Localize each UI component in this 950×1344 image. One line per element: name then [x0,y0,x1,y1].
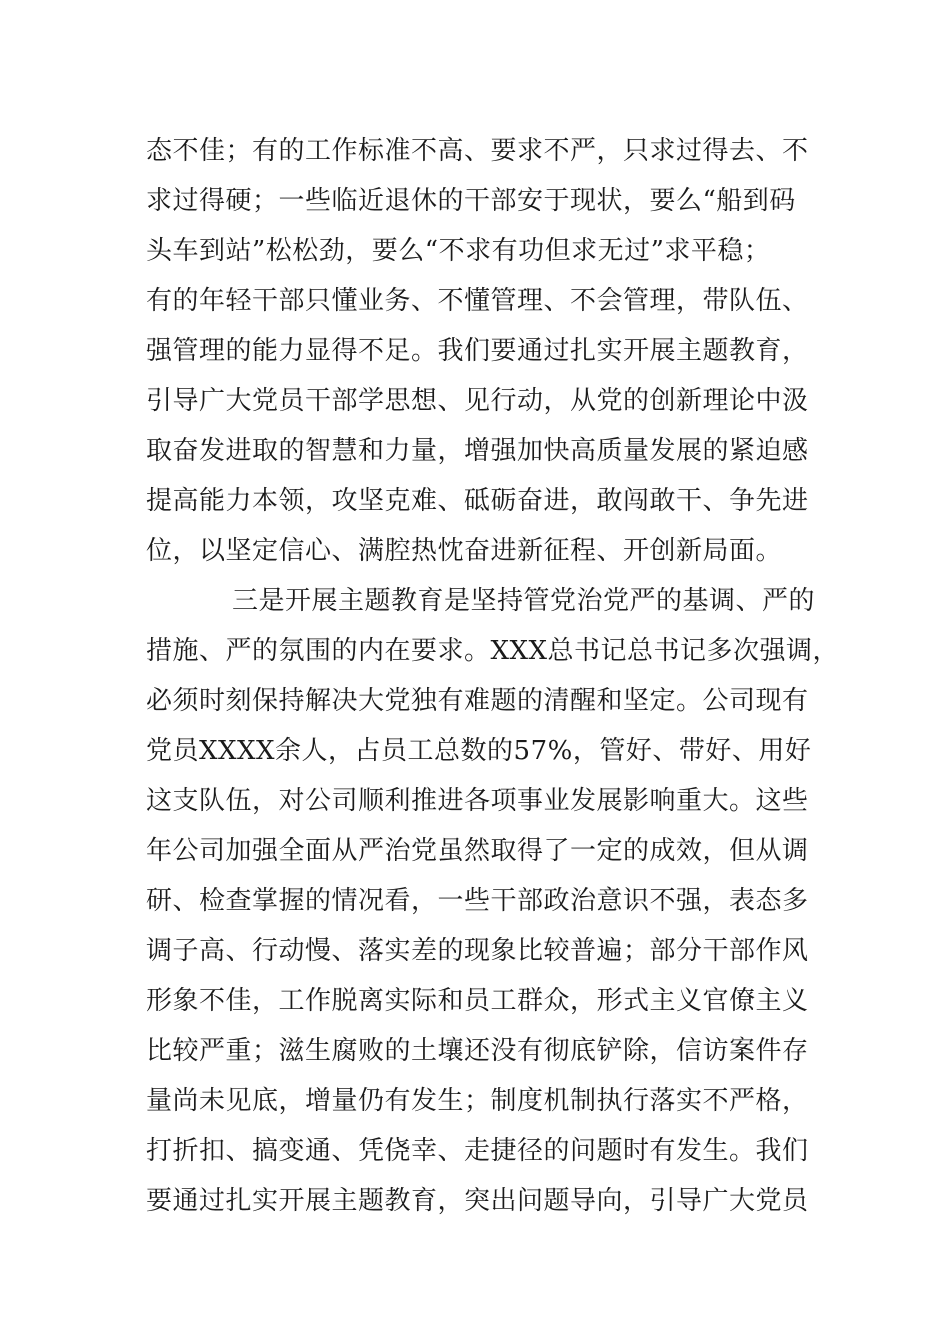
text-line: 引导广大党员干部学思想、见行动，从党的创新理论中汲 [146,386,809,416]
text-line: 党员XXXX余人，占员工总数的57%，管好、带好、用好 [146,736,812,766]
text-line: 必须时刻保持解决大党独有难题的清醒和坚定。公司现有 [146,686,809,716]
text-line: 形象不佳，工作脱离实际和员工群众，形式主义官僚主义 [146,986,809,1016]
text-line: 这支队伍，对公司顺利推进各项事业发展影响重大。这些 [146,786,809,816]
paragraph-start-line: 三是开展主题教育是坚持管党治党严的基调、严的 [232,586,816,616]
text-line: 有的年轻干部只懂业务、不懂管理、不会管理，带队伍、 [146,286,809,316]
text-line: 取奋发进取的智慧和力量，增强加快高质量发展的紧迫感 [146,436,809,466]
text-line: 头车到站”松松劲，要么“不求有功但求无过”求平稳； [146,236,771,266]
body-text [146,126,840,1226]
text-line: 年公司加强全面从严治党虽然取得了一定的成效，但从调 [146,836,809,866]
text-line: 调子高、行动慢、落实差的现象比较普遍；部分干部作风 [146,936,809,966]
text-line: 强管理的能力显得不足。我们要通过扎实开展主题教育， [146,336,809,366]
text-line: 提高能力本领，攻坚克难、砥砺奋进，敢闯敢干、争先进 [146,486,809,516]
text-line: 求过得硬；一些临近退休的干部安于现状，要么“船到码 [146,186,796,216]
text-line: 态不佳；有的工作标准不高、要求不严，只求过得去、不 [146,136,809,166]
text-line: 要通过扎实开展主题教育，突出问题导向，引导广大党员 [146,1186,809,1216]
text-line: 量尚未见底，增量仍有发生；制度机制执行落实不严格， [146,1086,809,1116]
text-line: 位，以坚定信心、满腔热忱奋进新征程、开创新局面。 [146,536,783,566]
text-line: 打折扣、搞变通、凭侥幸、走捷径的问题时有发生。我们 [146,1136,809,1166]
text-line: 比较严重；滋生腐败的土壤还没有彻底铲除，信访案件存 [146,1036,809,1066]
text-line: 研、检查掌握的情况看，一些干部政治意识不强，表态多 [146,886,809,916]
text-line: 措施、严的氛围的内在要求。XXX总书记总书记多次强调， [146,636,840,666]
